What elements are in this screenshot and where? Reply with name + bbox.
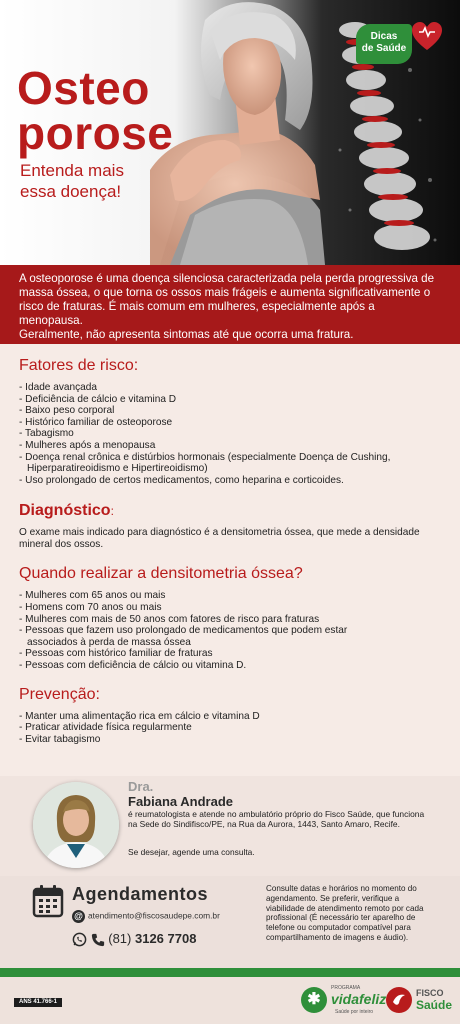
- heart-stethoscope-icon: [410, 20, 444, 54]
- phone-prefix: (81): [108, 931, 135, 946]
- list-item: - Mulheres com mais de 50 anos com fatores de risco para fraturas: [19, 613, 320, 625]
- email-address[interactable]: atendimento@fiscosaudepe.com.br: [88, 910, 220, 921]
- title-line-2: porose: [17, 107, 174, 159]
- doctor-prefix: Dra.: [128, 779, 154, 794]
- intro-text-2: Geralmente, não apresenta sintomas até que ocorra uma fratura.: [19, 328, 354, 341]
- list-item: - Baixo peso corporal: [19, 405, 115, 417]
- list-item: - Uso prolongado de certos medicamentos, como heparina e corticoides.: [19, 474, 344, 486]
- at-sign-icon: @: [72, 910, 85, 923]
- list-item-continuation: Hiperparatireoidismo e Hipertireoidismo): [27, 463, 208, 475]
- spacer: [19, 672, 441, 686]
- phone-number[interactable]: 3126 7708: [134, 931, 197, 946]
- page-title: [17, 62, 174, 159]
- fisco-label: FISCO: [416, 988, 444, 998]
- diagnostic-title: [19, 502, 441, 520]
- list-item-text: - Doença renal crônica e distúrbios hormonais (especialmente Doença de Cushing,: [19, 451, 391, 463]
- list-item: - Evitar tabagismo: [19, 733, 101, 745]
- dicas-logo-badge: [356, 24, 412, 64]
- fisco-saude-icon: [386, 987, 412, 1013]
- when-title: Quando realizar a densitometria óssea?: [19, 565, 303, 583]
- person-icon: ✱: [301, 987, 327, 1013]
- doctor-description: é reumatologista e atende no ambulatório próprio do Fisco Saúde, que funciona na Sede do Sindifisco/PE, na Rua da Aurora, 1443, Santo Amaro, Recife.: [128, 809, 425, 829]
- saude-label: Saúde: [416, 998, 453, 1012]
- list-item: [19, 625, 441, 648]
- list-item: - Pessoas com deficiência de cálcio ou vitamina D.: [19, 659, 247, 671]
- intro-text: A osteoporose é uma doença silenciosa caracterizada pela perda progressiva de massa óssea, o que torna os ossos mais frágeis e aumenta significativamente o risco de fraturas. É mais comum em mulheres, especialmente após a menopausa.: [19, 272, 435, 327]
- list-item: - Tabagismo: [19, 428, 74, 440]
- dicas-logo-line-1: Dicas: [370, 31, 398, 42]
- list-item: - Praticar atividade física regularmente: [19, 722, 192, 734]
- email-contact[interactable]: [72, 910, 220, 923]
- footer-stripe: [0, 968, 460, 977]
- scheduling-note: Consulte datas e horários no momento do agendamento. Se preferir, verifique a viabilidade de atendimento remoto por cada profissional (É necessário ter aparelho de telefone ou computador compatível para compartilhamento de imagens e áudio).: [266, 884, 424, 942]
- list-item: - Mulheres com 65 anos ou mais: [19, 590, 166, 602]
- vida-feliz-logo: [301, 983, 387, 1019]
- content-section: [0, 344, 460, 776]
- list-item: - Histórico familiar de osteoporose: [19, 416, 173, 428]
- risk-factors-title: Fatores de risco:: [19, 357, 139, 374]
- phone-contact[interactable]: [72, 931, 196, 947]
- diagnostic-title-colon: :: [110, 504, 114, 519]
- subtitle-line-1: Entenda mais: [20, 161, 124, 180]
- title-line-1: Osteo: [17, 62, 150, 114]
- footer: [0, 977, 460, 1024]
- calendar-icon: [32, 884, 64, 918]
- when-list: [19, 590, 441, 671]
- dicas-de-saude-logo: [350, 16, 450, 64]
- spacer: [19, 551, 441, 565]
- list-item: - Homens com 70 anos ou mais: [19, 601, 162, 613]
- list-item: - Pessoas com histórico familiar de fraturas: [19, 648, 213, 660]
- list-item: - Manter uma alimentação rica em cálcio e vitamina D: [19, 710, 260, 722]
- diagnostic-text: O exame mais indicado para diagnóstico é a densitometria óssea, que mede a densidade mineral dos ossos.: [19, 527, 420, 551]
- vf-name: vidafeliz: [331, 991, 387, 1007]
- whatsapp-icon: [72, 932, 87, 947]
- page-subtitle: [20, 160, 124, 202]
- list-item-text: - Pessoas que fazem uso prolongado de medicamentos que podem estar: [19, 625, 348, 637]
- list-item: [19, 452, 441, 475]
- prevention-title: Prevenção:: [19, 685, 100, 703]
- phone-icon: [91, 933, 105, 947]
- doctor-cta: Se desejar, agende uma consulta.: [128, 847, 255, 857]
- list-item: - Mulheres após a menopausa: [19, 439, 156, 451]
- spacer: [19, 486, 441, 502]
- hero-banner: [0, 0, 460, 265]
- doctor-name: Fabiana Andrade: [128, 794, 233, 809]
- subtitle-line-2: essa doença!: [20, 182, 122, 201]
- list-item: - Deficiência de cálcio e vitamina D: [19, 393, 177, 405]
- vf-tagline: Saúde por inteiro: [335, 1009, 374, 1015]
- fisco-saude-logo: [386, 987, 452, 1017]
- ans-registration-badge: ANS 41.766-1: [14, 998, 62, 1007]
- list-item-continuation: associados à perda de massa óssea: [27, 636, 191, 648]
- prevention-list: [19, 711, 441, 746]
- scheduling-title: Agendamentos: [72, 884, 209, 904]
- risk-factors-list: [19, 382, 441, 486]
- doctor-section: [0, 776, 460, 876]
- dicas-logo-line-2: de Saúde: [361, 43, 407, 54]
- doctor-portrait-image: [33, 782, 119, 868]
- doctor-avatar: [33, 782, 119, 868]
- scheduling-section: [0, 876, 460, 968]
- vf-program-label: PROGRAMA: [331, 985, 361, 991]
- intro-section: [0, 265, 460, 344]
- list-item: - Idade avançada: [19, 382, 98, 393]
- diagnostic-title-text: Diagnóstico: [19, 502, 111, 520]
